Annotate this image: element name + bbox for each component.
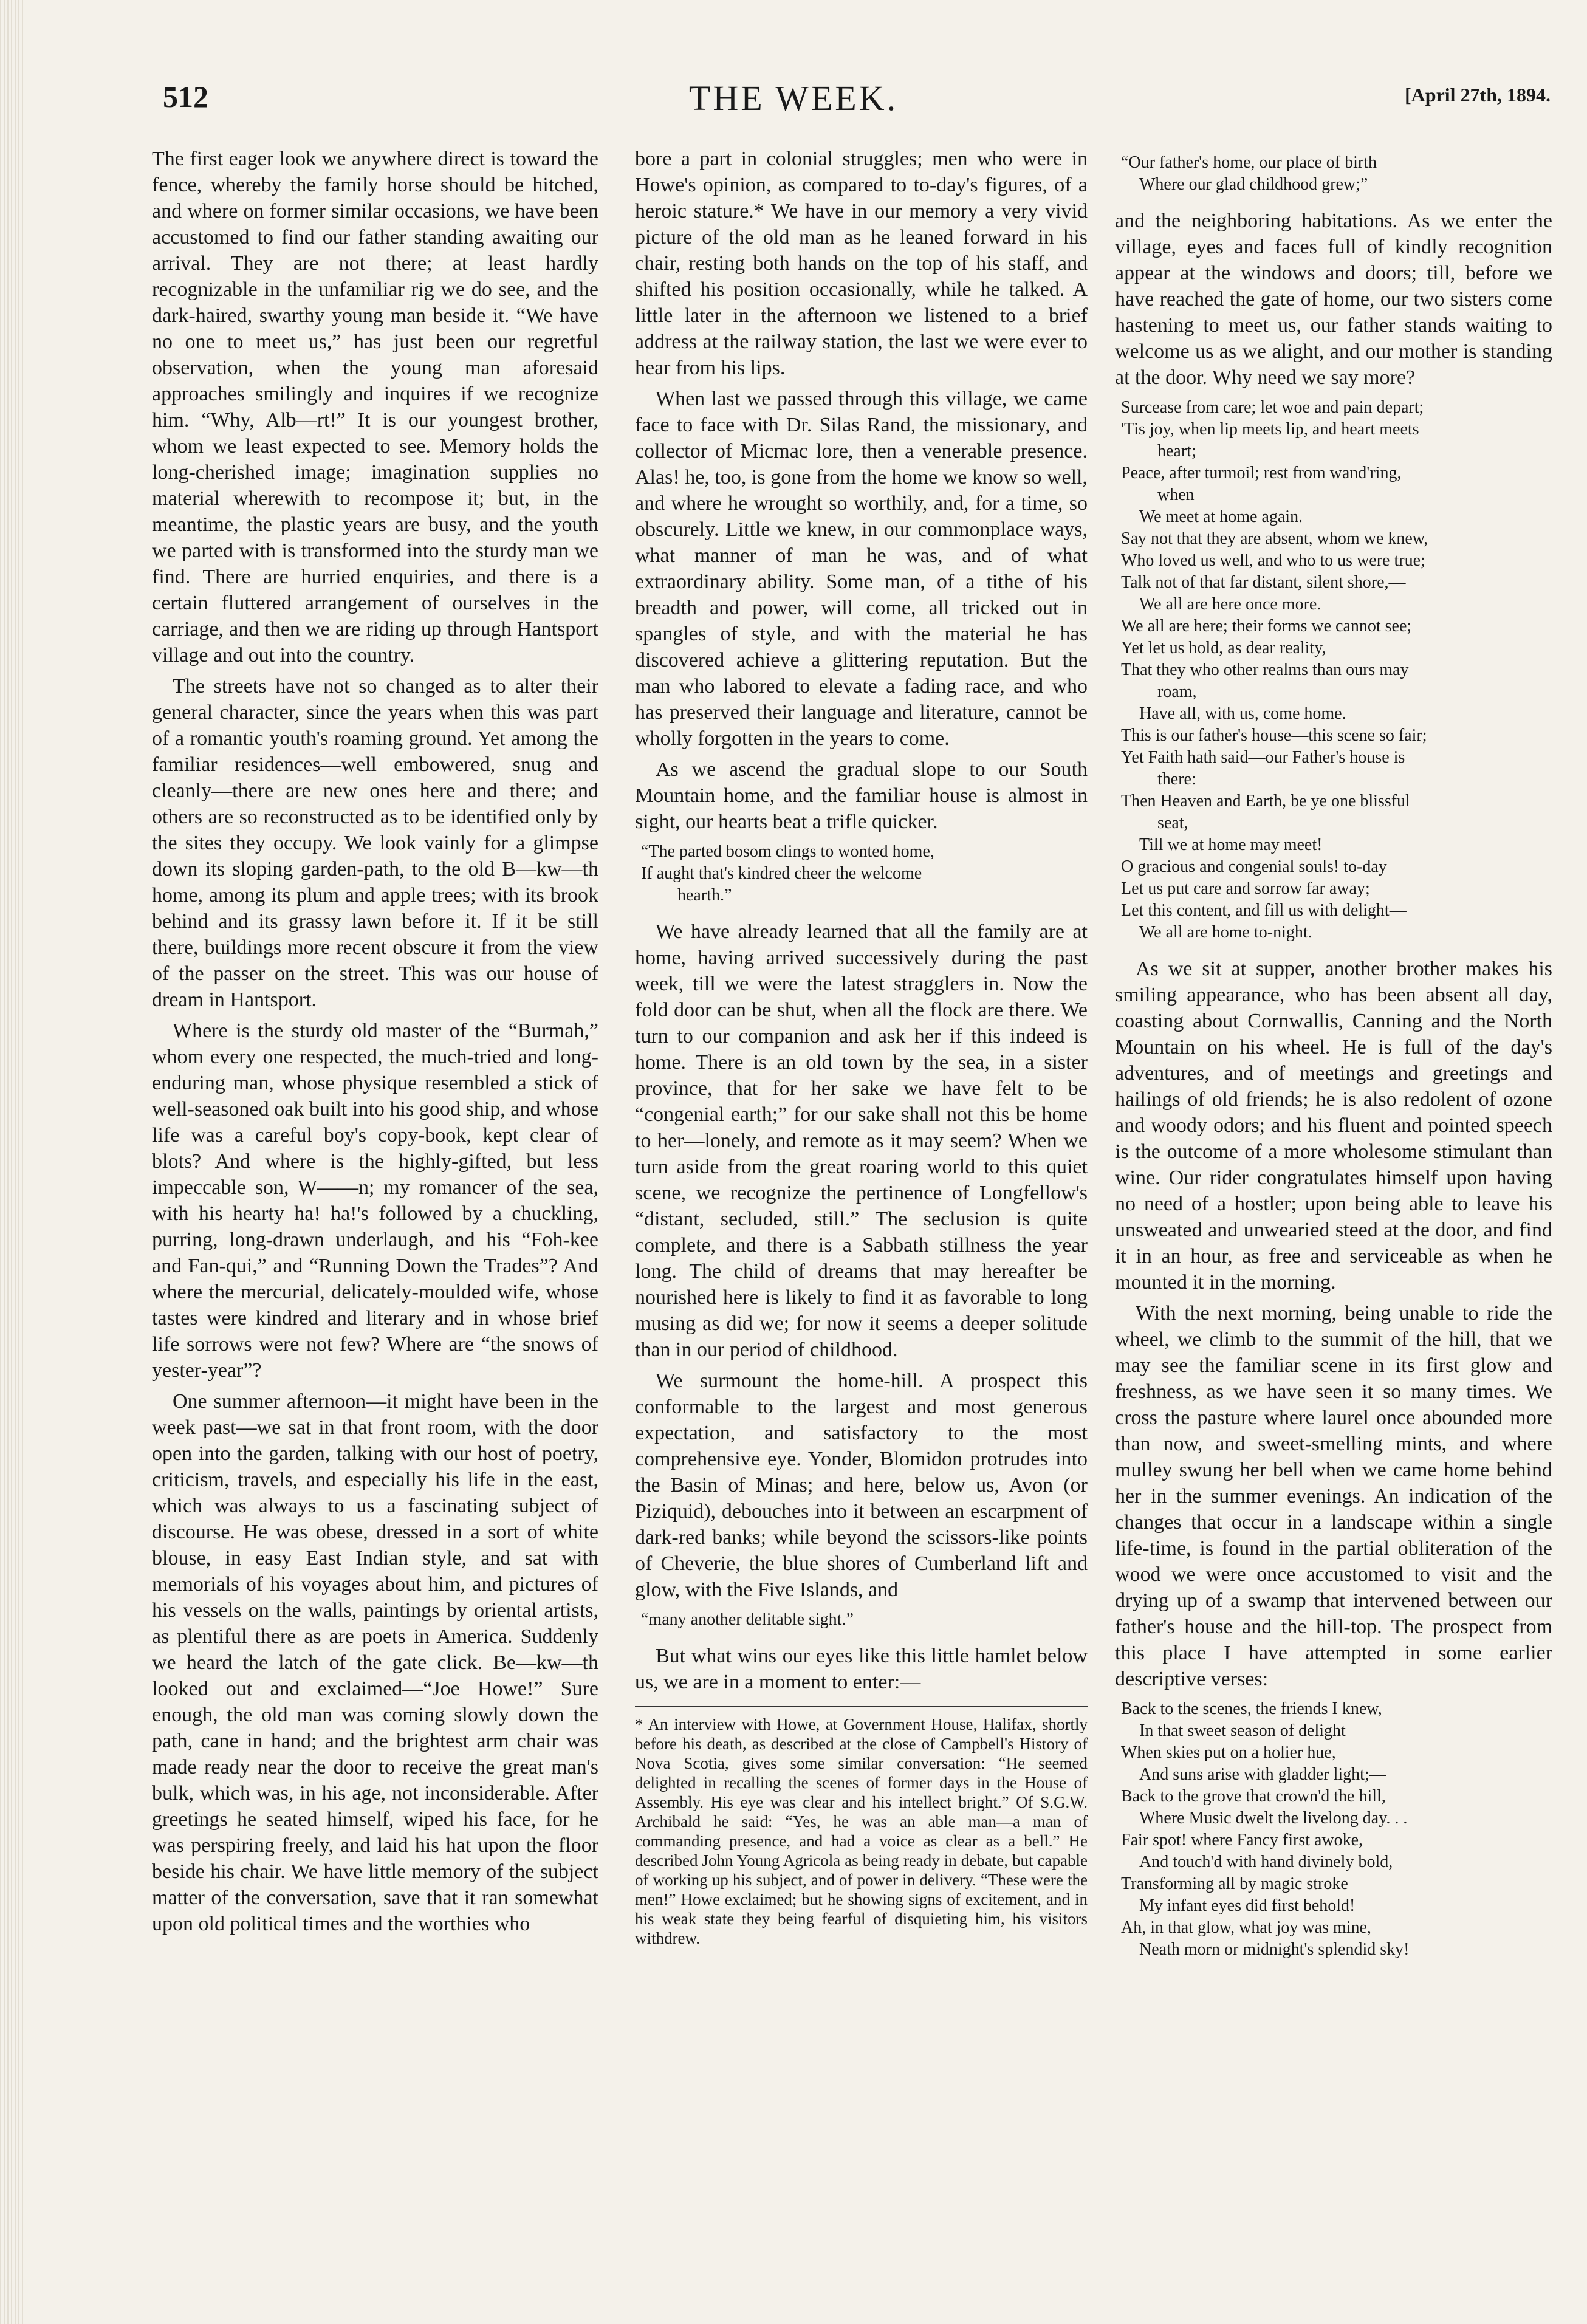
paragraph: and the neighboring habitations. As we enter the village, eyes and faces full of kindly recognition appear at the windows and doors; till, before we have reached the gate of home, our two sisters come hastening to meet us, our father stands waiting to welcome us as we alight, and our mother is standing at the door. Why need we say more? bbox=[1115, 210, 1552, 389]
paragraph: The first eager look we anywhere direct is toward the fence, whereby the family horse should be hitched, and where on former similar occasions, we have been accustomed to find our father standing awaiting our arrival. They are not there; at least hardly recognizable in the unfamiliar rig we do see, and the dark-haired, swarthy young man beside it. “We have no one to meet us,” has just been our regretful observation, when the young man aforesaid approaches smilingly and inquires if we recognize him. “Why, Alb—rt!” It is our youngest brother, whom we least expected to see. Memory holds the long-cherished image; imagination supplies no material wherewith to recompose it; but, in the meantime, the plastic years are busy, and the youth we parted with is transformed into the sturdy man we find. There are hurried enquiries, and there is a certain fluttered arrangement of ourselves in the carriage, and then we are riding up through Hantsport village and out into the country. bbox=[152, 148, 598, 667]
paragraph: As we ascend the gradual slope to our South Mountain home, and the familiar house is almost in sight, our hearts beat a trifle quicker. bbox=[635, 758, 1088, 833]
paragraph: When last we passed through this village, we came face to face with Dr. Silas Rand, the missionary, and collector of Micmac lore, then a venerable presence. Alas! he, too, is gone from the home we know so well, and where he wrought so worthily, and, for a time, so obscurely. Little we knew, in our commonplace ways, what manner of man he was, and of what extraordinary ability. Some man, of a tithe of his breadth and power, will come, all tricked out in spangles of style, and with the material he has discovered achieve a glittering reputation. But the man who labored to elevate a fading race, and who has preserved their language and literature, cannot be wholly forgotten in the years to come. bbox=[635, 388, 1088, 750]
column-3 bbox=[1115, 146, 1552, 2300]
verse-line: Back to the scenes, the friends I knew, bbox=[1121, 1699, 1382, 1718]
verse-line: Who loved us well, and who to us were true; bbox=[1121, 551, 1425, 570]
stanza bbox=[1121, 1698, 1552, 1829]
verse-line: Yet Faith hath said—our Father's house is bbox=[1121, 748, 1405, 767]
quotation bbox=[1121, 152, 1552, 196]
verse-line: Then Heaven and Earth, be ye one blissful bbox=[1121, 792, 1410, 811]
stanza bbox=[1121, 1829, 1552, 1961]
verse-line: This is our father's house—this scene so fair; bbox=[1121, 726, 1427, 745]
stanza bbox=[1121, 725, 1552, 856]
verse-line: roam, bbox=[1157, 682, 1197, 701]
paragraph: Where is the sturdy old master of the “Burmah,” whom every one respected, the much-tried and long-enduring man, whose physique resembled a stick of well-seasoned oak built into his good ship, and whose life was a careful boy's copy-book, kept clear of blots? And where is the highly-gifted, but less impeccable son, W——n; my romancer of the sea, with his hearty ha! ha!'s followed by a chuckling, purring, long-drawn underlaugh, and his “Foh-kee and Fan-qui,” and “Running Down the Trades”? And where the mercurial, delicately-moulded wife, whose tastes were kindred and literary and in whose brief life sorrows were not few? Where are “the snows of yester-year”? bbox=[152, 1020, 598, 1382]
verse-line: Peace, after turmoil; rest from wand'ring, bbox=[1121, 464, 1402, 482]
verse-line: Fair spot! where Fancy first awoke, bbox=[1121, 1831, 1363, 1849]
issue-date: [April 27th, 1894. bbox=[1405, 84, 1551, 106]
stanza bbox=[1121, 856, 1552, 944]
verse-line: When skies put on a holier hue, bbox=[1121, 1743, 1336, 1762]
verse-line: Where Music dwelt the livelong day. . . bbox=[1139, 1809, 1408, 1828]
quotation bbox=[641, 841, 1088, 907]
verse-line: We all are here once more. bbox=[1139, 595, 1321, 614]
verse-line: when bbox=[1157, 485, 1195, 504]
verse-line: Yet let us hold, as dear reality, bbox=[1121, 639, 1326, 657]
verse-line: Say not that they are absent, whom we knew, bbox=[1121, 529, 1428, 548]
verse-line: And touch'd with hand divinely bold, bbox=[1139, 1853, 1393, 1871]
verse-line: Surcease from care; let woe and pain depart; bbox=[1121, 398, 1424, 417]
verse-line: We all are here; their forms we cannot see; bbox=[1121, 617, 1412, 636]
verse-line: Ah, in that glow, what joy was mine, bbox=[1121, 1918, 1371, 1937]
verse-line: Transforming all by magic stroke bbox=[1121, 1874, 1348, 1893]
verse-line: “The parted bosom clings to wonted home, bbox=[641, 842, 934, 861]
verse-line: And suns arise with gladder light;— bbox=[1139, 1765, 1386, 1784]
binding-edge bbox=[0, 0, 24, 2324]
verse-line: We all are home to-night. bbox=[1139, 923, 1312, 942]
paragraph: bore a part in colonial struggles; men who were in Howe's opinion, as compared to to-day's figures, of a heroic stature.* We have in our memory a very vivid picture of the old man as he leaned forward in his chair, resting both hands on the top of his staff, and shifted his position occasionally, while he talked. A little later in the afternoon we listened to a brief address at the railway station, the last we were ever to hear from his lips. bbox=[635, 148, 1088, 379]
poem bbox=[1121, 397, 1552, 944]
paragraph: With the next morning, being unable to ride the wheel, we climb to the summit of the hill, that we may see the familiar scene in its first glow and freshness, as we have seen it so many times. We cross the pasture where laurel once abounded more than now, and sweet-smelling mints, and where mulley swung her bell when we came home behind her in the summer evenings. An indication of the changes that occur in a landscape within a single life-time, is found in the partial obliteration of the wood we were once accustomed to visit and the drying up of a swamp that intervened between our father's house and the hill-top. The prospect from this place I have attempted in some earlier descriptive verses: bbox=[1115, 1302, 1552, 1690]
verse-line: Neath morn or midnight's splendid sky! bbox=[1139, 1940, 1410, 1959]
verse-line: “Our father's home, our place of birth bbox=[1121, 153, 1377, 172]
verse-line: That they who other realms than ours may bbox=[1121, 660, 1409, 679]
stanza bbox=[1121, 615, 1552, 725]
page-header bbox=[0, 73, 1587, 140]
verse-line: Have all, with us, come home. bbox=[1139, 704, 1346, 723]
poem bbox=[1121, 1698, 1552, 1961]
footnote: * An interview with Howe, at Government House, Halifax, shortly before his death, as described at the close of Campbell's History of Nova Scotia, gives some similar conversation: “He seemed delighted in recalling the scenes of former days in the House of Assembly. His eye was clear and his intellect bright.” Of S.G.W. Archibald he said: “Yes, he was an able man—a man of commanding presence, and had a voice as clear as a bell.” He described John Young Agricola as being ready in debate, but capable of working up his subject, and of power in delivery. “These were the men!” Howe exclaimed; but he showing signs of excitement, and in his weak state they being fearful of disquieting him, his visitors withdrew. bbox=[635, 1706, 1088, 1948]
paragraph: But what wins our eyes like this little hamlet below us, we are in a moment to enter:— bbox=[635, 1645, 1088, 1693]
paragraph: One summer afternoon—it might have been in the week past—we sat in that front room, with the door open into the garden, talking with our host of poetry, criticism, travels, and especially his life in the east, which was always to us a fascinating subject of discourse. He was obese, dressed in a sort of white blouse, in easy East Indian style, and sat with memorials of his voyages about him, and pictures of his vessels on the walls, paintings by oriental artists, as plentiful there as are poets in America. Suddenly we heard the latch of the gate click. Be—kw—th looked out and exclaimed—“Joe Howe!” Sure enough, the old man was coming slowly down the path, cane in hand; and the brightest arm chair was made ready near the door to receive the great man's bulk, which was, in his age, not inconsiderable. After greetings he seated himself, wiped his face, for he was perspiring freely, and laid his hat upon the floor beside his chair. We have little memory of the subject matter of the conversation, save that it ran somewhat upon old political times and the worthies who bbox=[152, 1390, 598, 1935]
verse-line: heart; bbox=[1157, 442, 1196, 461]
verse-line: 'Tis joy, when lip meets lip, and heart meets bbox=[1121, 420, 1419, 439]
verse-line: My infant eyes did first behold! bbox=[1139, 1896, 1356, 1915]
paragraph: The streets have not so changed as to alter their general character, since the years when this was part of a romantic youth's roaming ground. Yet among the familiar residences—well embowered, snug and cleanly—there are new ones here and there; and others are so reconstructed as to be identified only by the sites they occupy. We look vainly for a glimpse down its sloping garden-path, to the old B—kw—th home, among its plum and apple trees; with its brook behind and its grassy lawn before it. If it be still there, buildings more recent obscure it from the view of the passer on the street. This was our house of dream in Hantsport. bbox=[152, 675, 598, 1011]
verse-line: If aught that's kindred cheer the welcome bbox=[641, 864, 922, 883]
verse-line: there: bbox=[1157, 770, 1196, 789]
verse-line: Talk not of that far distant, silent shore,— bbox=[1121, 573, 1406, 592]
verse-line: Let us put care and sorrow far away; bbox=[1121, 879, 1370, 898]
verse-line: O gracious and congenial souls! to-day bbox=[1121, 857, 1387, 876]
paragraph: We surmount the home-hill. A prospect this conformable to the largest and most generous expectation, and satisfactory to the most comprehensive eye. Yonder, Blomidon protrudes into the Basin of Minas; and here, below us, Avon (or Piziquid), debouches into it between an escarpment of dark-red banks; while beyond the scissors-like points of Cheverie, the blue shores of Cumberland lift and glow, with the Five Islands, and bbox=[635, 1369, 1088, 1601]
publication-title: THE WEEK. bbox=[688, 78, 899, 118]
page-number: 512 bbox=[163, 80, 208, 114]
verse-line: hearth.” bbox=[677, 886, 732, 905]
verse-line: Where our glad childhood grew;” bbox=[1139, 175, 1368, 194]
quotation bbox=[641, 1609, 1088, 1631]
verse-line: Till we at home may meet! bbox=[1139, 835, 1323, 854]
column-2 bbox=[635, 146, 1088, 2300]
paragraph: We have already learned that all the family are at home, having arrived successively during the past week, till we were the latest stragglers in. Now the fold door can be shut, when all the flock are there. We turn to our companion and ask her if this indeed is home. There is an old town by the sea, in a sister province, that for her sake we have felt to be “congenial earth;” for our sake shall not this be home to her—lonely, and remote as it may seem? When we turn aside from the great roaring world to this quiet scene, we recognize the pertinence of Longfellow's “distant, secluded, still.” The seclusion is quite complete, and there is a Sabbath stillness the year long. The child of dreams that may hereafter be nourished here is likely to find it as favorable to long musing as did we; for now it seems a deeper solitude than in our period of childhood. bbox=[635, 920, 1088, 1361]
verse-line: Back to the grove that crown'd the hill, bbox=[1121, 1787, 1386, 1806]
stanza bbox=[1121, 528, 1552, 615]
stanza bbox=[1121, 397, 1552, 528]
column-1 bbox=[152, 146, 598, 2300]
verse-line: Let this content, and fill us with delight— bbox=[1121, 901, 1407, 920]
verse-line: In that sweet season of delight bbox=[1139, 1721, 1346, 1740]
verse-line: We meet at home again. bbox=[1139, 507, 1303, 526]
verse-line: “many another delitable sight.” bbox=[641, 1610, 854, 1629]
paragraph: As we sit at supper, another brother makes his smiling appearance, who has been absent all day, coasting about Cornwallis, Canning and the North Mountain on his wheel. He is full of the day's adventures, and of meetings and greetings and hailings of old friends; he is also redolent of ozone and woody odors; and his fluent and pointed speech is the outcome of a more wholesome stimulant than wine. Our rider congratulates himself upon having no need of a hostler; upon being able to leave his unsweated and unwearied steed at the door, and find it in an hour, as free and serviceable as when he mounted it in the morning. bbox=[1115, 958, 1552, 1294]
verse-line: seat, bbox=[1157, 814, 1188, 832]
